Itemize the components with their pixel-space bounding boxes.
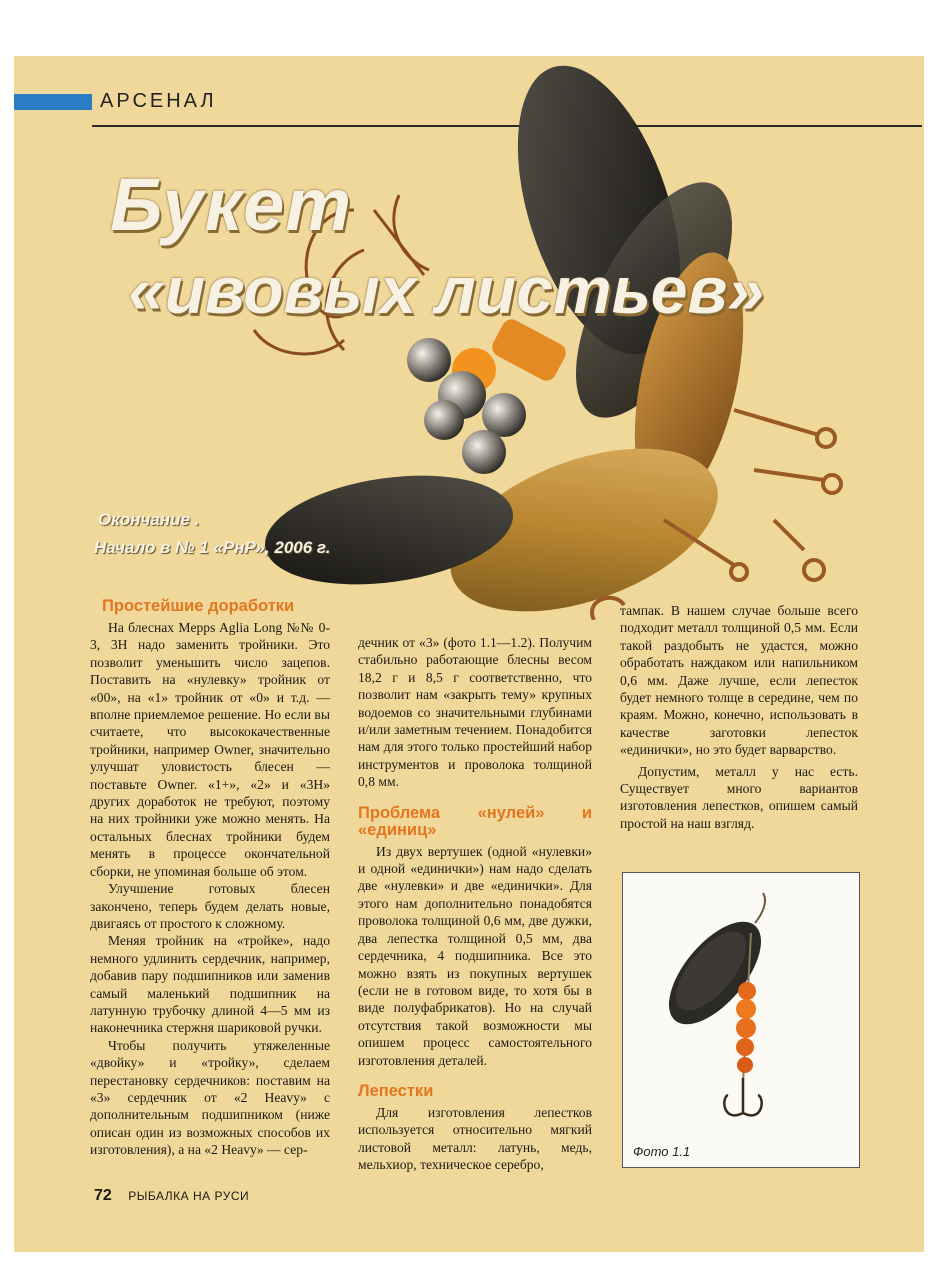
article-title-line2: «ивовых листьев» <box>128 253 765 327</box>
photo-caption: Фото 1.1 <box>633 1144 691 1159</box>
paragraph: Для изготовления лепестков используется относительно мягкий листовой металл: латунь, медь, мельхиор, техническое серебро, <box>358 1104 592 1173</box>
page-footer <box>94 1187 249 1205</box>
section-color-bar <box>14 94 92 110</box>
paragraph: тампак. В нашем случае больше всего подходит металл толщиной 0,5 мм. Если такой раздобыть не удастся, можно обработать наждаком или напильником 0,6 мм. Даже лучше, если лепесток будет немного толще в середине, чем по краям. Можно, конечно, использовать в качестве заготовки лепесток «единички», но это будет варварство. <box>620 603 858 758</box>
paragraph: На блеснах Mepps Aglia Long №№ 0-3, 3Н надо заменить тройники. Это позволит уменьшить число зацепов. Поставить на «нулевку» тройник от «00», на «1» тройник от «0» и т.д. — вполне приемлемое решение. Но если вы считаете, что высококачественные тройники, например Owner, значительно улучшат уловистость блесен — поставьте Owner. «1+», «2» и «3Н» других доработок не требуют, поэтому на них тройники уже можно менять. На остальных блеснах тройники будем менять в процессе окончательной сборки, не упоминая больше об этом. <box>90 620 330 879</box>
heading-blades: Лепестки <box>358 1081 434 1100</box>
lede-line2: Начало в № 1 «РнР», 2006 г. <box>94 538 331 557</box>
paragraph: Из двух вертушек (одной «нулевки» и одной «единички») нам надо сделать две «нулевки» и две «единички». Для этого нам дополнительно понадобятся проволока толщиной 0,6 мм, две дужки, два лепестка толщиной 0,5 мм, два сердечника, 4 подшипника. Все это можно взять из покупных вертушек (если не в готовом виде, то хотя бы в виде полуфабрикатов). Но на случай отсутствия такой возможности мы опишем процесс самостоятельного изготовления деталей. <box>358 843 592 1068</box>
heading-zeros-ones: Проблема «нулей» и «единиц» <box>358 803 592 839</box>
article-title-line1: Букет <box>110 163 353 246</box>
paragraph: дечник от «3» (фото 1.1—1.2). Получим стабильно работающие блесны весом 18,2 г и 8,5 г соответственно, что позволит нам «закрыть тему» крупных водоемов со значительными глубинами и/или заметным течением. Понадобится нам для этого только простейший набор инструментов и проволока толщиной 0,8 мм. <box>358 635 592 790</box>
magazine-name: РЫБАЛКА НА РУСИ <box>128 1189 250 1203</box>
paragraph: Улучшение готовых блесен закончено, теперь будем делать новые, двигаясь от простого к сложному. <box>90 881 330 931</box>
magazine-page <box>14 56 924 1252</box>
section-label: АРСЕНАЛ <box>100 90 217 112</box>
page-number: 72 <box>94 1187 112 1204</box>
lures-illustration <box>214 60 924 620</box>
paragraph: Допустим, металл у нас есть. Существует много вариантов изготовления лепестков, опишем самый простой на наш взгляд. <box>620 763 858 831</box>
heading-simple-mods: Простейшие доработки <box>102 597 295 615</box>
column-2 <box>358 634 592 1174</box>
spinner-body <box>407 316 569 474</box>
column-3 <box>620 602 858 832</box>
paragraph: Чтобы получить утяжеленные «двойку» и «тройку», сделаем перестановку сердечников: поставим на «3» сердечник от «2 Heavy» с дополнительным подшипником (ниже описан один из возможных способов их изготовления), а на «2 Heavy» — сер- <box>90 1037 330 1158</box>
photo-figure <box>622 872 860 1168</box>
paragraph: Меняя тройник на «тройке», надо немного удлинить сердечник, например, добавив пару подшипников или заменив самый маленький подшипник на латунную трубочку длиной 4—5 мм из наконечника стержня шариковой ручки. <box>90 933 330 1036</box>
spinner-photo <box>623 873 859 1167</box>
lede-line1: Окончание . <box>98 510 200 529</box>
column-1 <box>90 598 330 1159</box>
